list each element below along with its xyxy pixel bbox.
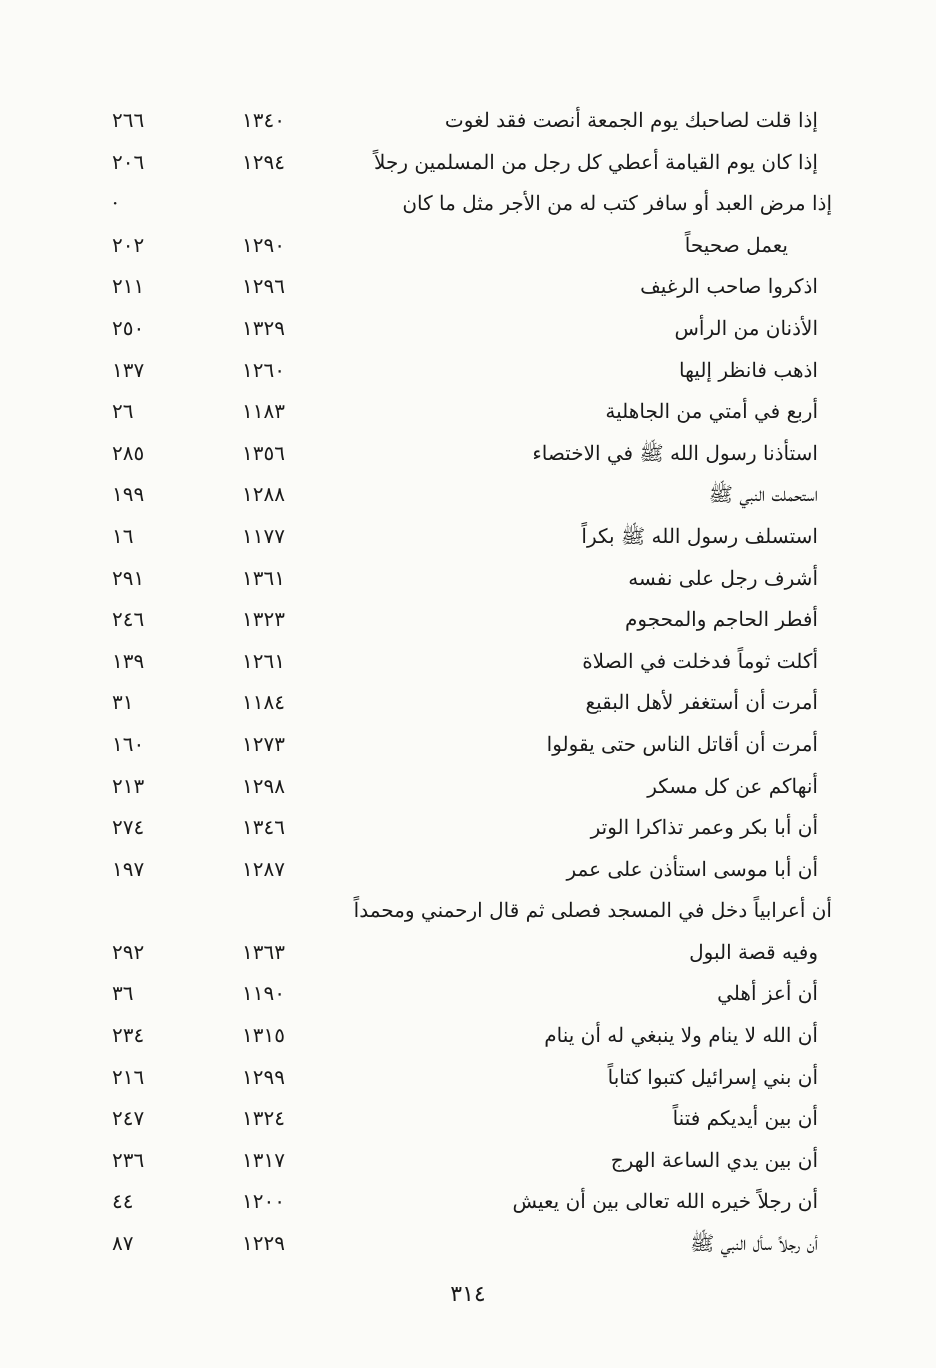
hadith-number: ١٣٢٤ [242,1106,285,1131]
index-row [0,104,936,146]
hadith-number: ١٢٠٠ [242,1189,285,1214]
hadith-number: ١٣١٥ [242,1023,285,1048]
index-row [0,187,936,229]
page-reference: · [112,191,119,216]
page-reference: ٨٧ [112,1231,134,1256]
hadith-number: ١٢٩٦ [242,274,285,299]
hadith-number: ١١٨٣ [242,399,285,424]
index-row [0,894,936,936]
hadith-number: ١٢٩٤ [242,149,285,174]
page-reference: ٢١٦ [112,1064,145,1089]
page-reference: ٢٩١ [112,565,145,590]
page-reference: ١٣٩ [112,648,145,673]
hadith-text: أن رجلاً خيره الله تعالى بين أن يعيش [512,1189,818,1214]
index-row [0,395,936,437]
hadith-text: استسلف رسول الله ﷺ بكراً [581,523,818,548]
hadith-number: ١٢٢٩ [242,1231,285,1256]
page-reference: ١٩٩ [112,482,145,507]
index-row [0,603,936,645]
hadith-text: أفطر الحاجم والمحجوم [624,607,818,632]
page-reference: ٢٧٤ [112,815,145,840]
hadith-number: ١٢٨٨ [242,482,285,507]
hadith-text: أمرت أن أستغفر لأهل البقيع [585,690,818,715]
hadith-number: ١١٧٧ [242,523,285,548]
index-row [0,1102,936,1144]
index-row [0,728,936,770]
hadith-number: ١١٩٠ [242,981,285,1006]
page-reference: ٢٨٥ [112,440,145,465]
index-row [0,936,936,978]
hadith-text: اذكروا صاحب الرغيف [640,274,818,299]
index-row [0,1144,936,1186]
hadith-text: الأذنان من الرأس [674,315,818,340]
page-reference: ٢١١ [112,274,145,299]
index-row [0,437,936,479]
hadith-number: ١٢٩٩ [242,1064,285,1089]
index-row [0,229,936,271]
index-row [0,1061,936,1103]
index-row [0,270,936,312]
index-row [0,853,936,895]
page-number: ٣١٤ [450,1282,486,1307]
index-row [0,478,936,520]
index-row [0,811,936,853]
hadith-number: ١٣٢٣ [242,607,285,632]
page-reference: ١٦ [112,523,134,548]
page-reference: ١٩٧ [112,856,145,881]
page-reference: ٢٣٦ [112,1147,145,1172]
index-row [0,645,936,687]
hadith-number: ١٣٦١ [242,565,285,590]
hadith-index-table [0,104,936,1269]
hadith-text: إذا كان يوم القيامة أعطي كل رجل من المسلمين رجلاً [374,149,818,174]
page-reference: ١٦٠ [112,731,145,756]
page-reference: ٢٤٧ [112,1106,145,1131]
hadith-text: أن الله لا ينام ولا ينبغي له أن ينام [544,1023,818,1048]
page-reference: ٢٣٤ [112,1023,145,1048]
hadith-text: أن بني إسرائيل كتبوا كتاباً [607,1064,818,1089]
hadith-number: ١٣٥٦ [242,440,285,465]
index-row [0,146,936,188]
page-reference: ٢٤٦ [112,607,145,632]
hadith-text: استحملت النبي ﷺ [708,482,818,507]
hadith-text: أشرف رجل على نفسه [628,565,818,590]
page-reference: ٢٠٦ [112,149,145,174]
hadith-number: ١٢٩٠ [242,232,285,257]
hadith-text: أن أبا بكر وعمر تذاكرا الوتر [590,815,818,840]
index-row [0,562,936,604]
index-row [0,977,936,1019]
hadith-number: ١٣٢٩ [242,315,285,340]
hadith-text: أن بين أيديكم فتناً [672,1106,818,1131]
page-reference: ٣١ [112,690,134,715]
page-reference: ٢٦٦ [112,108,145,132]
hadith-text: إذا مرض العبد أو سافر كتب له من الأجر مثل ما كان [402,191,832,216]
hadith-number: ١٣٤٦ [242,815,285,840]
index-row [0,770,936,812]
index-row [0,520,936,562]
index-row [0,686,936,728]
page-reference: ١٣٧ [112,357,145,382]
page-reference: ٢٥٠ [112,315,145,340]
page-reference: ٣٦ [112,981,134,1006]
hadith-text: أنهاكم عن كل مسكر [647,773,818,798]
hadith-text: أكلت ثوماً فدخلت في الصلاة [582,648,818,673]
hadith-text: أن أعرابياً دخل في المسجد فصلى ثم قال ارحمني ومحمداً [353,898,832,923]
hadith-text: إذا قلت لصاحبك يوم الجمعة أنصت فقد لغوت [444,108,818,132]
index-row [0,1227,936,1269]
hadith-text: استأذنا رسول الله ﷺ في الاختصاء [532,440,818,465]
hadith-text: أن رجلاً سأل النبي ﷺ [690,1231,818,1256]
hadith-number: ١٣٤٠ [242,108,285,132]
page-reference: ٢١٣ [112,773,145,798]
hadith-text: أن بين يدي الساعة الهرج [610,1147,818,1172]
hadith-number: ١٢٦٠ [242,357,285,382]
hadith-number: ١٢٦١ [242,648,285,673]
index-row [0,1185,936,1227]
hadith-number: ١٢٧٣ [242,731,285,756]
hadith-number: ١٣٦٣ [242,939,285,964]
index-row [0,312,936,354]
page-reference: ٢٩٢ [112,939,145,964]
index-row [0,1019,936,1061]
hadith-text: وفيه قصة البول [689,939,818,964]
hadith-number: ١٢٩٨ [242,773,285,798]
hadith-text: يعمل صحيحاً [684,232,788,257]
hadith-text: أن أعز أهلي [717,981,818,1006]
hadith-number: ١١٨٤ [242,690,285,715]
page-reference: ٤٤ [112,1189,134,1214]
index-row [0,354,936,396]
hadith-text: أربع في أمتي من الجاهلية [605,399,818,424]
hadith-number: ١٣١٧ [242,1147,285,1172]
page-reference: ٢٦ [112,399,134,424]
hadith-text: أمرت أن أقاتل الناس حتى يقولوا [546,731,818,756]
hadith-number: ١٢٨٧ [242,856,285,881]
hadith-text: أن أبا موسى استأذن على عمر [566,856,818,881]
hadith-text: اذهب فانظر إليها [678,357,818,382]
page-reference: ٢٠٢ [112,232,145,257]
